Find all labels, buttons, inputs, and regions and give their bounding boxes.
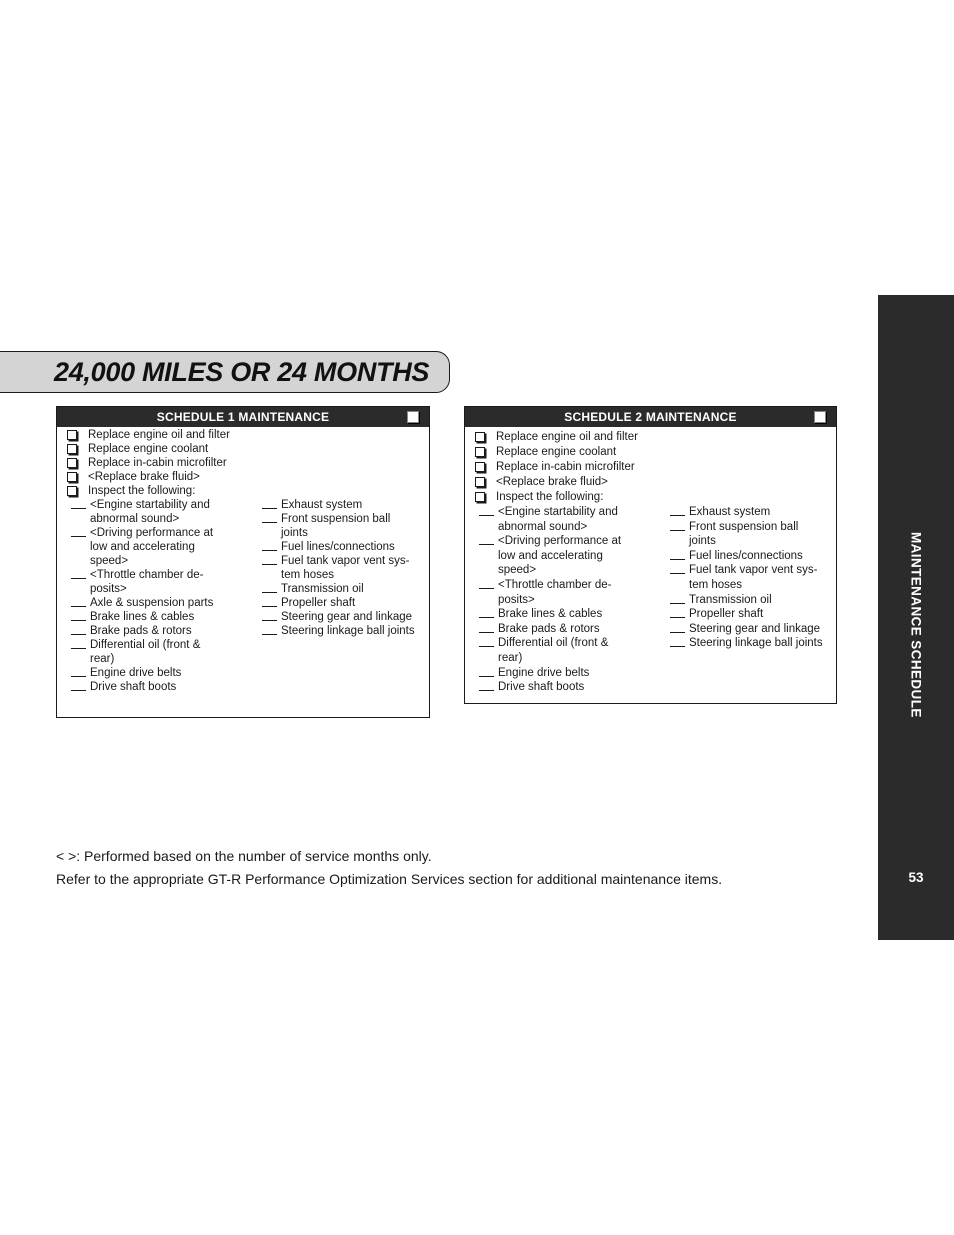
blank-line-icon [262, 624, 277, 635]
inspection-item-line: Steering linkage ball joints [689, 637, 823, 650]
inspection-item [262, 512, 415, 540]
inspection-item [479, 505, 670, 534]
inspection-item-line: <Throttle chamber de- [90, 569, 204, 581]
blank-line-icon [71, 638, 86, 649]
schedule-1-body [57, 427, 429, 694]
inspection-item-label [90, 498, 262, 526]
checklist-item [474, 490, 836, 505]
inspection-item [71, 666, 262, 680]
inspection-item-label [281, 554, 415, 582]
inspection-item-line: Front suspension ball [689, 520, 799, 533]
blank-line-icon [71, 610, 86, 621]
blank-line-icon [71, 568, 86, 579]
checklist-item [474, 430, 836, 445]
inspection-item-label [498, 680, 670, 695]
inspection-item-label [281, 498, 415, 512]
inspection-item [670, 563, 823, 592]
blank-line-icon [670, 563, 685, 574]
inspection-item-label [498, 622, 670, 637]
inspection-item-label [498, 578, 670, 607]
schedule-1-box [56, 406, 430, 718]
checklist-item [66, 484, 429, 498]
checklist-item-label: <Replace brake fluid> [496, 476, 608, 488]
inspection-item-line: Engine drive belts [498, 666, 590, 679]
inspection-item-line: Front suspension ball [281, 513, 391, 525]
inspection-item-line: Fuel tank vapor vent sys- [689, 564, 818, 577]
inspection-item-label [90, 666, 262, 680]
section-side-tab [878, 295, 954, 940]
inspection-item-line: Fuel lines/connections [281, 541, 395, 553]
inspection-item-line: low and accelerating [498, 549, 603, 562]
blank-line-icon [479, 666, 494, 677]
inspection-item-label [689, 593, 823, 608]
inspection-item [670, 636, 823, 651]
refer-note: Refer to the appropriate GT-R Performance Optimization Services section for additional maintenance items. [56, 871, 723, 887]
inspection-item [670, 549, 823, 564]
checkbox-icon[interactable] [814, 411, 826, 423]
blank-line-icon [479, 680, 494, 691]
inspection-item [479, 534, 670, 578]
inspection-item-line: Propeller shaft [689, 608, 764, 621]
blank-line-icon [479, 505, 494, 516]
inspection-item-label [90, 610, 262, 624]
checklist-item-label: <Replace brake fluid> [88, 471, 200, 483]
schedule-2-header [465, 407, 836, 427]
blank-line-icon [479, 578, 494, 589]
section-label: MAINTENANCE SCHEDULE [908, 532, 924, 718]
inspection-item-line: Differential oil (front & [498, 637, 609, 650]
inspection-item-label [498, 534, 670, 578]
inspection-item-label [281, 610, 415, 624]
blank-line-icon [479, 622, 494, 633]
inspection-item-label [689, 520, 823, 549]
inspection-item-line: <Engine startability and [90, 499, 210, 511]
checklist-item [66, 470, 429, 484]
inspection-item-line: Propeller shaft [281, 597, 356, 609]
page-number: 53 [908, 870, 924, 885]
blank-line-icon [71, 624, 86, 635]
checklist-item [66, 442, 429, 456]
inspection-item-label [498, 666, 670, 681]
inspection-item [262, 624, 415, 638]
inspection-item [71, 610, 262, 624]
checkbox-icon[interactable] [67, 458, 77, 468]
blank-line-icon [479, 607, 494, 618]
inspection-item [479, 578, 670, 607]
inspection-item-line: speed> [498, 564, 537, 577]
blank-line-icon [71, 680, 86, 691]
inspection-item-line: Steering linkage ball joints [281, 625, 415, 637]
inspection-item-line: joints [281, 527, 308, 539]
inspection-item [71, 526, 262, 568]
inspection-item-line: joints [689, 535, 716, 548]
inspection-item [71, 624, 262, 638]
inspection-item-line: Steering gear and linkage [689, 622, 821, 635]
checklist-item-label: Replace in-cabin microfilter [88, 457, 227, 469]
inspection-item-line: <Throttle chamber de- [498, 578, 612, 591]
inspection-item-line: Fuel tank vapor vent sys- [281, 555, 410, 567]
checkbox-icon[interactable] [475, 492, 485, 502]
checkbox-icon[interactable] [67, 486, 77, 496]
checklist-item-label: Replace engine coolant [88, 443, 209, 455]
inspection-item [71, 498, 262, 526]
inspection-item [262, 498, 415, 512]
inspection-item [670, 520, 823, 549]
inspection-item-line: Transmission oil [689, 593, 772, 606]
inspection-item-line: Steering gear and linkage [281, 611, 413, 623]
inspection-item [479, 666, 670, 681]
inspection-item-label [689, 607, 823, 622]
schedule-2-body [465, 427, 836, 695]
blank-line-icon [262, 596, 277, 607]
inspection-item-label [281, 540, 415, 554]
checklist-item-label: Replace engine oil and filter [496, 431, 638, 443]
blank-line-icon [479, 534, 494, 545]
inspection-item [670, 505, 823, 520]
checklist-item-label: Replace engine coolant [496, 446, 617, 458]
page-title: 24,000 MILES OR 24 MONTHS [54, 357, 430, 387]
inspection-item [670, 607, 823, 622]
checklist-item [474, 475, 836, 490]
inspection-item-label [281, 512, 415, 540]
inspection-item [670, 593, 823, 608]
inspection-item [479, 636, 670, 665]
checkbox-icon[interactable] [475, 462, 485, 472]
checklist-item-label: Inspect the following: [88, 485, 196, 497]
inspection-item-line: Brake pads & rotors [90, 625, 192, 637]
inspection-item-label [498, 505, 670, 534]
blank-line-icon [262, 554, 277, 565]
checklist-item [474, 445, 836, 460]
inspection-item-line: Brake lines & cables [498, 608, 603, 621]
inspection-item [262, 610, 415, 624]
legend-note: < >: Performed based on the number of service months only. [56, 848, 432, 864]
inspection-item-label [281, 624, 415, 638]
blank-line-icon [262, 582, 277, 593]
inspection-item [71, 680, 262, 694]
inspection-item-line: Fuel lines/connections [689, 549, 803, 562]
inspection-item-label [281, 596, 415, 610]
inspection-item-line: tem hoses [689, 578, 743, 591]
inspection-item-line: <Driving performance at [498, 535, 622, 548]
schedule-1-header [57, 407, 429, 427]
inspection-item [71, 568, 262, 596]
blank-line-icon [262, 540, 277, 551]
blank-line-icon [670, 593, 685, 604]
blank-line-icon [670, 505, 685, 516]
schedule-2-box [464, 406, 837, 704]
inspection-item-label [90, 680, 262, 694]
inspection-item-label [90, 638, 262, 666]
checkbox-icon[interactable] [475, 432, 485, 442]
inspection-item [262, 582, 415, 596]
inspection-item-label [689, 636, 823, 651]
checkbox-icon[interactable] [67, 444, 77, 454]
inspection-item [71, 638, 262, 666]
inspection-item-line: <Driving performance at [90, 527, 214, 539]
inspection-item-line: speed> [90, 555, 129, 567]
blank-line-icon [71, 666, 86, 677]
inspection-item-label [689, 549, 823, 564]
blank-line-icon [71, 526, 86, 537]
inspection-item [262, 596, 415, 610]
blank-line-icon [670, 549, 685, 560]
inspection-item-label [90, 624, 262, 638]
inspection-item-line: Brake pads & rotors [498, 622, 600, 635]
checklist-item-label: Replace in-cabin microfilter [496, 461, 635, 473]
blank-line-icon [71, 498, 86, 509]
blank-line-icon [262, 610, 277, 621]
inspection-item-line: Drive shaft boots [498, 681, 585, 694]
checkbox-icon[interactable] [67, 472, 77, 482]
inspection-item-label [689, 622, 823, 637]
inspection-item [262, 540, 415, 554]
checkbox-icon[interactable] [67, 430, 77, 440]
inspection-item [479, 680, 670, 695]
inspection-item-line: abnormal sound> [90, 513, 180, 525]
inspection-item-label [281, 582, 415, 596]
blank-line-icon [71, 596, 86, 607]
inspection-item-label [689, 505, 823, 520]
inspection-item-line: <Engine startability and [498, 506, 618, 518]
inspection-item [479, 607, 670, 622]
inspection-item-line: Brake lines & cables [90, 611, 195, 623]
inspection-item-label [498, 636, 670, 665]
checkbox-icon[interactable] [475, 447, 485, 457]
inspection-item-line: rear) [90, 653, 115, 665]
inspection-item-line: Differential oil (front & [90, 639, 201, 651]
inspection-item-label [90, 526, 262, 568]
inspection-item [670, 622, 823, 637]
checklist-item-label: Replace engine oil and filter [88, 429, 230, 441]
blank-line-icon [670, 622, 685, 633]
blank-line-icon [670, 607, 685, 618]
inspection-item-label [498, 607, 670, 622]
inspection-item-line: Drive shaft boots [90, 681, 177, 693]
inspection-item [262, 554, 415, 582]
inspection-item-line: Axle & suspension parts [90, 597, 214, 609]
blank-line-icon [670, 520, 685, 531]
inspection-item-line: tem hoses [281, 569, 335, 581]
schedule-2-title: SCHEDULE 2 MAINTENANCE [564, 410, 737, 424]
inspection-item-line: rear) [498, 651, 523, 664]
inspection-item-line: low and accelerating [90, 541, 195, 553]
inspection-item-line: Engine drive belts [90, 667, 182, 679]
checklist-item [474, 460, 836, 475]
checklist-item [66, 428, 429, 442]
checklist-item-label: Inspect the following: [496, 491, 604, 503]
inspection-item-label [90, 568, 262, 596]
checkbox-icon[interactable] [407, 411, 419, 423]
checkbox-icon[interactable] [475, 477, 485, 487]
blank-line-icon [262, 512, 277, 523]
inspection-item [71, 596, 262, 610]
footnotes [56, 845, 722, 891]
inspection-item-line: posits> [90, 583, 127, 595]
inspection-item-line: posits> [498, 593, 535, 606]
inspection-item-line: abnormal sound> [498, 520, 588, 533]
inspection-item-line: Exhaust system [689, 506, 771, 518]
blank-line-icon [262, 498, 277, 509]
checklist-item [66, 456, 429, 470]
blank-line-icon [670, 636, 685, 647]
inspection-item-label [689, 563, 823, 592]
schedule-1-title: SCHEDULE 1 MAINTENANCE [156, 410, 330, 424]
blank-line-icon [479, 636, 494, 647]
inspection-item [479, 622, 670, 637]
inspection-item-label [90, 596, 262, 610]
inspection-item-line: Exhaust system [281, 499, 363, 511]
inspection-item-line: Transmission oil [281, 583, 364, 595]
